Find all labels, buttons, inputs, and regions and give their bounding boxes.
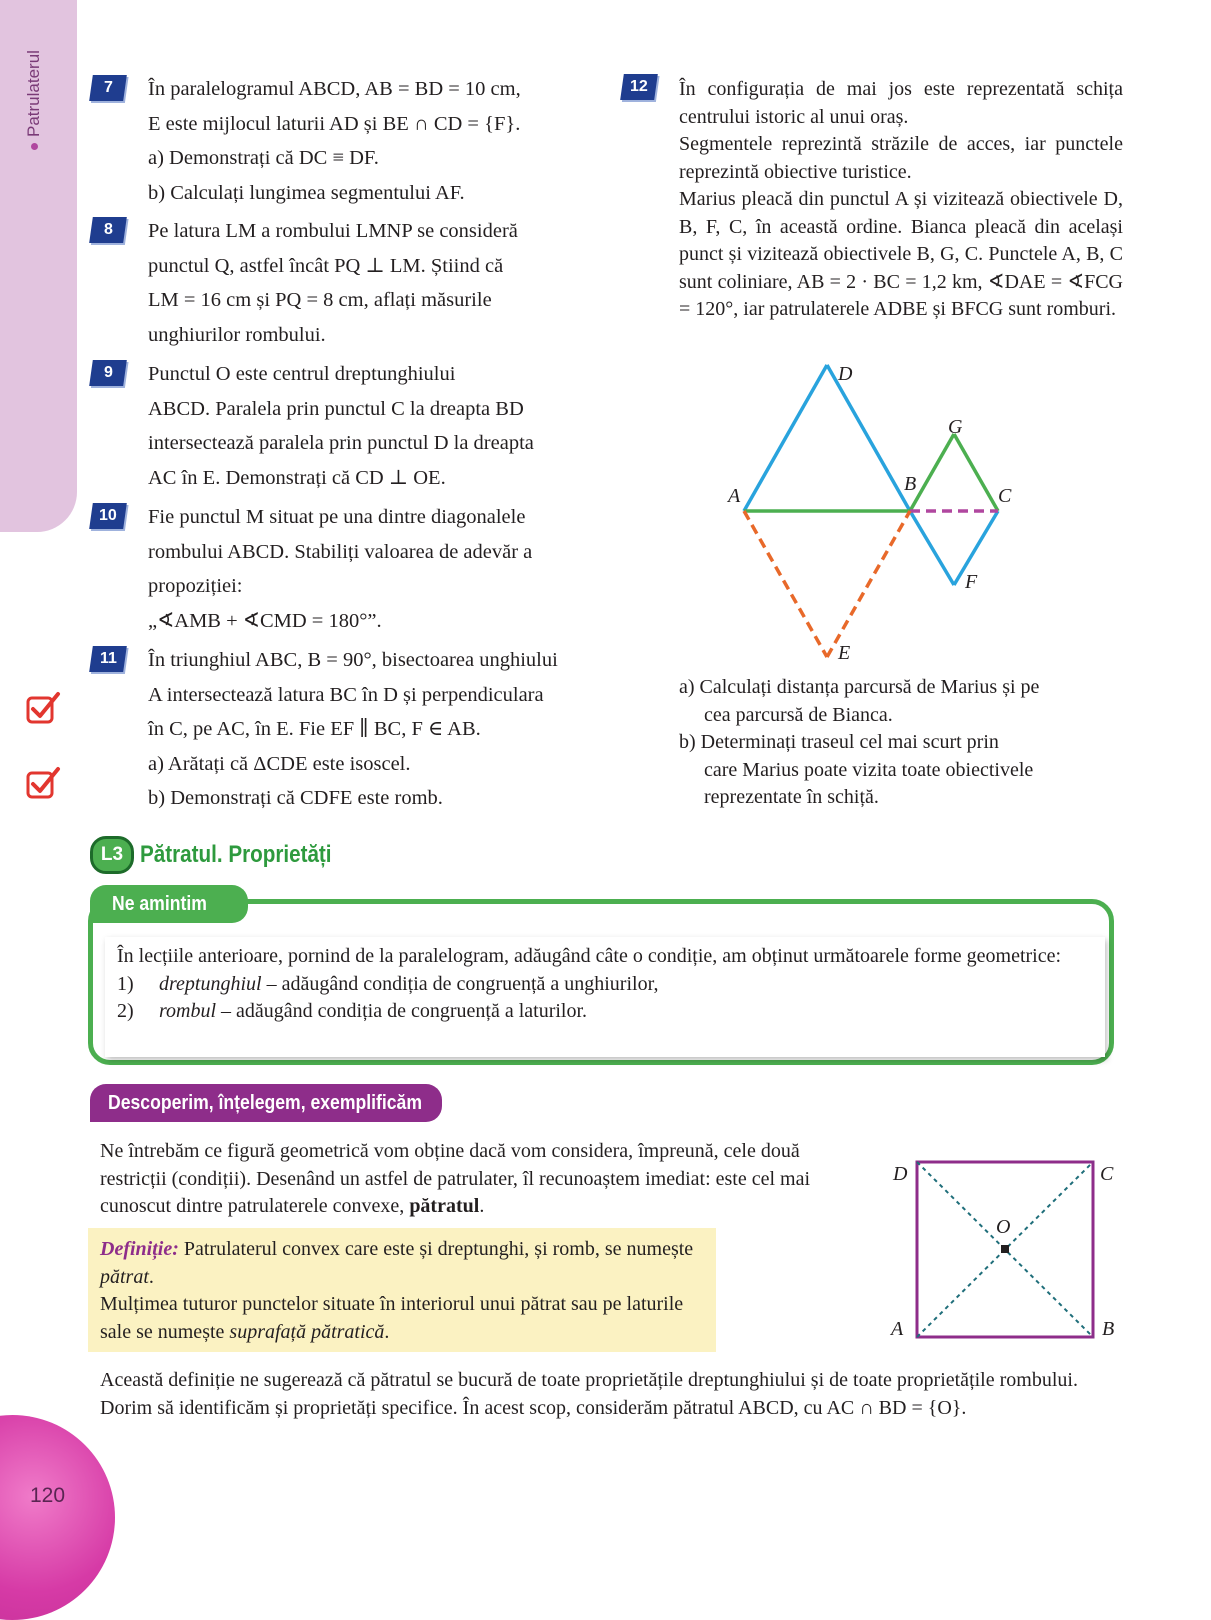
recall-tab: Ne amintim [90,885,248,923]
point-label-B: B [904,473,917,495]
exercise-line: „∢AMB + ∢CMD = 180°”. [148,609,382,632]
exercise-paragraph: În configurația de mai jos este reprezentată schița centrului istoric al unui oraș. [679,78,1123,128]
point-label-D: D [838,363,853,385]
recall-item-2: 2) rombul – adăugând condiția de congruență a laturilor. [117,1000,588,1022]
segment-BF [910,511,954,585]
exercise-line: Fie punctul M situat pe una dintre diagonalele [148,506,526,528]
exercise-line: Punctul O este centrul dreptunghiului [148,363,456,385]
exercise-paragraph: Marius pleacă din punctul A și vizitează obiectivele D, B, F, C, în această ordine. Bianca pleacă din același punct și vizitează obiectivele B, G, C. Punctele A, B, C sunt coliniare, AB = 2 · BC = 1,2 km, ∢DAE = ∢FCG = 120°, iar patrulaterele ADBE și BFCG sunt romburi. [679,188,1123,320]
recall-text [117,943,1097,1026]
exercise-7-number: 7 [89,75,127,101]
checkbox-icon [25,690,61,726]
discover-tab: Descoperim, înțelegem, exemplificăm [90,1084,442,1122]
bullet-icon [31,143,38,150]
recall-item-1: 1) dreptunghiul – adăugând condiția de congruență a unghiurilor, [117,972,659,995]
point-label-D: D [893,1163,908,1185]
recall-intro: În lecțiile anterioare, pornind de la paralelogram, adăugând câte o condiție, am obținut următoarele forme geometrice: [117,945,1062,967]
exercise-line: intersectează paralela prin punctul D la dreapta [148,432,534,454]
square-figure [885,1155,1125,1350]
exercise-line: a) Demonstrați că DC ≡ DF. [148,147,379,169]
segment-GC [954,434,998,511]
definition-label: Definiție: [100,1238,179,1260]
exercise-line: Pe latura LM a rombului LMNP se consideră [148,220,518,242]
exercise-10 [148,500,532,638]
exercise-line: rombului ABCD. Stabiliți valoarea de adevăr a [148,540,533,563]
exercise-12-questions [679,674,1119,812]
point-label-A: A [891,1318,904,1340]
exercise-line: b) Demonstrați că CDFE este romb. [148,787,443,809]
exercise-line: LM = 16 cm și PQ = 8 cm, aflați măsurile [148,289,492,311]
point-label-B: B [1102,1318,1115,1340]
closing-paragraph: Această definiție ne sugerează că pătratul se bucură de toate proprietățile dreptunghiului și de toate proprietățile rombului. Dorim să identificăm și proprietăți specifice. În acest scop, considerăm pătratul ABCD, cu AC ∩ BD = {O}. [100,1369,1078,1419]
exercise-7 [148,72,521,210]
lesson-heading [90,836,363,874]
city-map-figure [720,355,1040,670]
exercise-line: a) Arătați că ΔCDE este isoscel. [148,752,411,775]
page-number: 120 [30,1484,66,1507]
question-b-cont: care Marius poate vizita toate obiectivele [704,758,1034,781]
lesson-title: Pătratul. Proprietăți [140,841,332,868]
checkbox-icon [25,765,61,801]
exercise-line: ABCD. Paralela prin punctul C la dreapta BD [148,397,524,420]
definition-text: Definiție: Patrulaterul convex care este și dreptunghi, și romb, se numește pătrat. Mulțimea tuturor punctelor situate în interiorul unui pătrat sau pe laturile sale se numește suprafață pătratică. [100,1238,694,1343]
segment-EB [827,511,910,657]
segment-AE [744,511,827,657]
discover-paragraph: Ne întrebăm ce figură geometrică vom obține dacă vom considera, împreună, cele două restricții (condiții). Desenând un astfel de patrulater, îl recunoaștem imediat: este cel mai cunoscut dintre patrulaterele convexe, pătratul. [100,1140,811,1217]
page-corner-decoration [0,1415,115,1620]
segment-DB [827,365,910,511]
segment-AD [744,365,827,511]
question-b: b) Determinați traseul cel mai scurt prin [679,731,999,753]
exercise-line: unghiurilor rombului. [148,323,326,346]
point-label-C: C [1100,1163,1114,1185]
exercise-9 [148,357,534,495]
point-label-E: E [838,642,851,664]
exercise-8-number: 8 [89,217,127,243]
exercise-line: punctul Q, astfel încât PQ ⊥ LM. Știind că [148,254,504,277]
question-a-cont: cea parcursă de Bianca. [704,703,893,726]
exercise-line: propoziției: [148,575,243,597]
exercise-line: În triunghiul ABC, B = 90°, bisectoarea unghiului [148,649,558,671]
exercise-line: în C, pe AC, în E. Fie EF ∥ BC, F ∈ AB. [148,718,481,740]
exercise-12-text [679,76,1123,324]
exercise-11-number: 11 [89,646,127,672]
exercise-8 [148,214,518,352]
center-point [1001,1245,1009,1253]
segment-BG [910,434,954,511]
chapter-label: Patrulaterul [24,50,44,150]
exercise-line: AC în E. Demonstrați că CD ⊥ OE. [148,466,446,489]
exercise-9-number: 9 [89,360,127,386]
point-label-O: O [996,1216,1011,1238]
question-a: a) Calculați distanța parcursă de Marius și pe [679,676,1040,698]
point-label-F: F [965,571,978,593]
lesson-badge: L3 [90,836,134,874]
exercise-paragraph: Segmentele reprezintă străzile de acces, iar punctele reprezintă obiective turistice. [679,133,1123,183]
question-b-cont: reprezentate în schiță. [704,786,879,808]
exercise-11 [148,643,558,816]
point-label-A: A [728,485,741,507]
exercise-line: În paralelogramul ABCD, AB = BD = 10 cm, [148,78,521,100]
point-label-C: C [998,485,1012,507]
exercise-line: E este mijlocul laturii AD și BE ∩ CD = {F}. [148,112,521,135]
point-label-G: G [948,416,963,438]
exercise-line: b) Calculați lungimea segmentului AF. [148,181,465,204]
exercise-10-number: 10 [89,503,127,529]
exercise-line: A intersectează latura BC în D și perpendiculara [148,683,544,706]
exercise-12-number: 12 [620,74,658,100]
